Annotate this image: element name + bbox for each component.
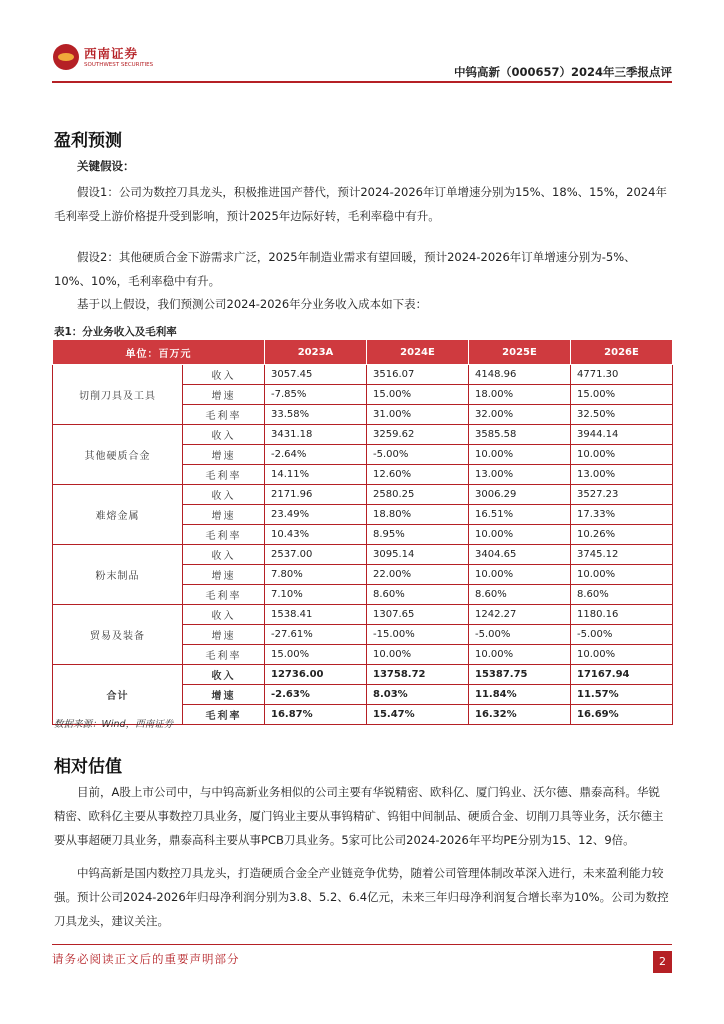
metric-name-cell: 增速 [183,565,265,585]
year-header: 2024E [367,340,469,365]
value-cell: 10.00% [571,645,673,665]
value-cell: 11.57% [571,685,673,705]
metric-name-cell: 毛利率 [183,585,265,605]
value-cell: 3259.62 [367,425,469,445]
assumption-2-paragraph: 假设2：其他硬质合金下游需求广泛，2025年制造业需求有望回暖，预计2024-2026年订单增速分别为-5%、10%、10%，毛利率稳中有升。 [54,250,636,288]
value-cell: 4148.96 [469,365,571,385]
year-header: 2023A [265,340,367,365]
valuation-paragraph-1: 目前，A股上市公司中，与中钨高新业务相似的公司主要有华锐精密、欧科亿、厦门钨业、沃尔德、鼎泰高科。华锐精密、欧科亿主要从事数控刀具业务，厦门钨业主要从事钨精矿、钨钼中间制品、硬质合金、切削刀具等业务，沃尔德主要从事超硬刀具业务，鼎泰高科主要从事PCB刀具业务。5家可比公司2024-2026年平均PE分别为15、12、9倍。 [54,785,664,847]
value-cell: -2.63% [265,685,367,705]
table-caption: 表1：分业务收入及毛利率 [54,326,177,338]
metric-name-cell: 毛利率 [183,705,265,725]
valuation-paragraph-2: 中钨高新是国内数控刀具龙头，打造硬质合金全产业链竞争优势，随着公司管理体制改革深入进行，未来盈利能力较强。预计公司2024-2026年归母净利润分别为3.8、5.2、6.4亿元，未来三年归母净利润复合增长率为10%。公司为数控刀具龙头，建议关注。 [54,866,669,928]
value-cell: 8.03% [367,685,469,705]
value-cell: 11.84% [469,685,571,705]
metric-name-cell: 增速 [183,385,265,405]
company-logo [53,42,153,76]
table-row [53,425,673,445]
value-cell: 32.50% [571,405,673,425]
value-cell: 13.00% [571,465,673,485]
value-cell: 1307.65 [367,605,469,625]
value-cell: 8.60% [367,585,469,605]
value-cell: -2.64% [265,445,367,465]
value-cell: 16.69% [571,705,673,725]
business-forecast-table [52,339,673,725]
value-cell: 3516.07 [367,365,469,385]
table-row [53,485,673,505]
page-header [0,0,724,82]
value-cell: 3404.65 [469,545,571,565]
value-cell: 23.49% [265,505,367,525]
value-cell: 10.00% [571,565,673,585]
value-cell: 3585.58 [469,425,571,445]
value-cell: -27.61% [265,625,367,645]
value-cell: 10.00% [571,445,673,465]
metric-name-cell: 增速 [183,625,265,645]
value-cell: 10.00% [367,645,469,665]
table-row [53,365,673,385]
value-cell: 17.33% [571,505,673,525]
value-cell: 17167.94 [571,665,673,685]
segment-name-cell: 其他硬质合金 [53,425,183,485]
table-intro-paragraph: 基于以上假设，我们预测公司2024-2026年分业务收入成本如下表： [77,297,428,311]
value-cell: 10.00% [469,525,571,545]
table-header-row [53,340,673,365]
value-cell: 1538.41 [265,605,367,625]
value-cell: 8.60% [571,585,673,605]
metric-name-cell: 毛利率 [183,465,265,485]
year-header: 2025E [469,340,571,365]
report-title: 中钨高新（000657）2024年三季报点评 [453,65,672,79]
metric-name-cell: 增速 [183,445,265,465]
value-cell: 15387.75 [469,665,571,685]
value-cell: 8.60% [469,585,571,605]
value-cell: 3095.14 [367,545,469,565]
value-cell: 2580.25 [367,485,469,505]
value-cell: -5.00% [571,625,673,645]
value-cell: 4771.30 [571,365,673,385]
value-cell: 3006.29 [469,485,571,505]
value-cell: 3431.18 [265,425,367,445]
logo-text-en: SOUTHWEST SECURITIES [84,62,154,68]
value-cell: 10.00% [469,645,571,665]
value-cell: 8.95% [367,525,469,545]
metric-name-cell: 收入 [183,485,265,505]
table-row [53,665,673,685]
unit-header: 单位：百万元 [53,340,265,365]
segment-name-cell: 难熔金属 [53,485,183,545]
key-assumptions-label: 关键假设： [77,159,135,173]
value-cell: 3944.14 [571,425,673,445]
value-cell: 3057.45 [265,365,367,385]
metric-name-cell: 增速 [183,505,265,525]
data-source: 数据来源：Wind，西南证券 [54,719,174,730]
metric-name-cell: 收入 [183,545,265,565]
value-cell: 18.00% [469,385,571,405]
value-cell: 31.00% [367,405,469,425]
table-row [53,605,673,625]
page-number: 2 [653,951,672,973]
logo-text-cn: 西南证券 [84,46,139,61]
value-cell: 32.00% [469,405,571,425]
logo-emblem-icon [53,44,79,70]
value-cell: 10.00% [469,445,571,465]
value-cell: -15.00% [367,625,469,645]
segment-name-cell: 粉末制品 [53,545,183,605]
metric-name-cell: 毛利率 [183,645,265,665]
segment-name-cell: 切削刀具及工具 [53,365,183,425]
value-cell: 10.43% [265,525,367,545]
segment-name-cell: 合计 [53,665,183,725]
value-cell: 15.00% [367,385,469,405]
metric-name-cell: 收入 [183,365,265,385]
value-cell: 13758.72 [367,665,469,685]
value-cell: 2171.96 [265,485,367,505]
value-cell: 12.60% [367,465,469,485]
value-cell: 16.87% [265,705,367,725]
value-cell: 16.51% [469,505,571,525]
value-cell: 15.47% [367,705,469,725]
value-cell: 3527.23 [571,485,673,505]
header-divider [52,81,672,83]
value-cell: -7.85% [265,385,367,405]
disclaimer-note: 请务必阅读正文后的重要声明部分 [52,952,240,966]
value-cell: 2537.00 [265,545,367,565]
value-cell: 10.26% [571,525,673,545]
value-cell: 16.32% [469,705,571,725]
metric-name-cell: 收入 [183,425,265,445]
value-cell: 1242.27 [469,605,571,625]
footer-divider [52,944,672,945]
value-cell: 10.00% [469,565,571,585]
value-cell: 3745.12 [571,545,673,565]
metric-name-cell: 增速 [183,685,265,705]
value-cell: 15.00% [571,385,673,405]
value-cell: 14.11% [265,465,367,485]
value-cell: 18.80% [367,505,469,525]
assumption-1-paragraph: 假设1：公司为数控刀具龙头，积极推进国产替代，预计2024-2026年订单增速分别为15%、18%、15%，2024年毛利率受上游价格提升受到影响，预计2025年边际好转，毛利率稳中有升。 [54,185,667,223]
value-cell: -5.00% [367,445,469,465]
value-cell: 7.10% [265,585,367,605]
segment-name-cell: 贸易及装备 [53,605,183,665]
value-cell: 12736.00 [265,665,367,685]
value-cell: 13.00% [469,465,571,485]
value-cell: 22.00% [367,565,469,585]
value-cell: 7.80% [265,565,367,585]
value-cell: -5.00% [469,625,571,645]
metric-name-cell: 收入 [183,665,265,685]
metric-name-cell: 毛利率 [183,525,265,545]
section-title-forecast: 盈利预测 [54,131,122,151]
section-title-valuation: 相对估值 [54,757,122,777]
value-cell: 15.00% [265,645,367,665]
value-cell: 33.58% [265,405,367,425]
year-header: 2026E [571,340,673,365]
metric-name-cell: 收入 [183,605,265,625]
metric-name-cell: 毛利率 [183,405,265,425]
table-row [53,545,673,565]
value-cell: 1180.16 [571,605,673,625]
